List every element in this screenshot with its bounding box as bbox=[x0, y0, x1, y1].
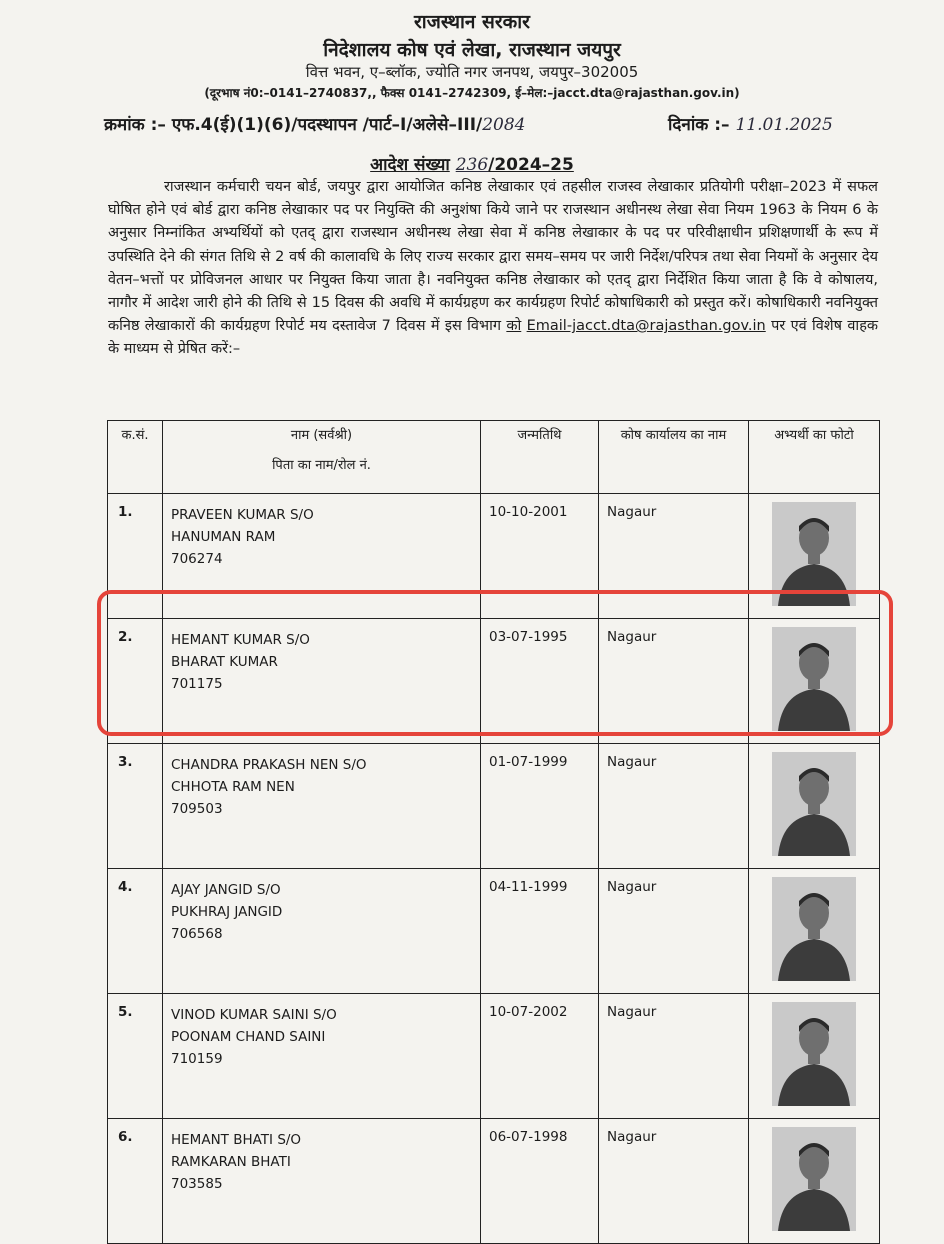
row-photo bbox=[749, 1119, 880, 1244]
row-father: BHARAT KUMAR bbox=[171, 654, 278, 670]
table-row bbox=[108, 744, 880, 869]
date-label: दिनांक :– bbox=[668, 115, 730, 135]
row-roll: 709503 bbox=[171, 801, 223, 817]
reference-handwritten: 2084 bbox=[482, 115, 526, 135]
row-name: VINOD KUMAR SAINI S/O bbox=[171, 1007, 337, 1023]
reference-number bbox=[104, 112, 526, 135]
table-row bbox=[108, 994, 880, 1119]
order-number bbox=[0, 152, 944, 175]
row-dob: 10-10-2001 bbox=[481, 494, 599, 619]
table-row bbox=[108, 1119, 880, 1244]
directorate-title: निदेशालय कोष एवं लेखा, राजस्थान जयपुर bbox=[323, 39, 621, 61]
reference-label: क्रमांक :– एफ.4(ई)(1)(6)/पदस्थापन /पार्ट–I/अलेसे–III/ bbox=[104, 115, 483, 135]
row-father: POONAM CHAND SAINI bbox=[171, 1029, 326, 1045]
row-sn: 6. bbox=[108, 1119, 163, 1244]
row-name: HEMANT BHATI S/O bbox=[171, 1132, 302, 1148]
row-sn: 3. bbox=[108, 744, 163, 869]
candidate-photo bbox=[772, 752, 856, 856]
row-name bbox=[163, 994, 481, 1119]
contact-line: (दूरभाष नं0:–0141–2740837,, फैक्स 0141–2742309, ई–मेल:–jacct.dta@rajasthan.gov.in) bbox=[204, 86, 740, 100]
row-photo bbox=[749, 869, 880, 994]
row-office: Nagaur bbox=[599, 494, 749, 619]
email-link[interactable]: Email-jacct.dta@rajasthan.gov.in bbox=[526, 318, 766, 335]
order-suffix: /2024–25 bbox=[488, 155, 574, 175]
order-label: आदेश संख्या bbox=[370, 155, 450, 175]
person-icon bbox=[772, 877, 856, 981]
row-name bbox=[163, 744, 481, 869]
row-sn: 1. bbox=[108, 494, 163, 619]
row-office: Nagaur bbox=[599, 1119, 749, 1244]
body-tail: पर एवं विशेष वाहक के माध्यम से प्रेषित करें:– bbox=[108, 318, 879, 358]
row-office: Nagaur bbox=[599, 744, 749, 869]
row-name: PRAVEEN KUMAR S/O bbox=[171, 507, 314, 523]
row-roll: 706274 bbox=[171, 551, 223, 567]
row-father: HANUMAN RAM bbox=[171, 529, 276, 545]
row-name: HEMANT KUMAR S/O bbox=[171, 632, 310, 648]
header-office: कोष कार्यालय का नाम bbox=[599, 421, 749, 494]
person-icon bbox=[772, 1002, 856, 1106]
person-icon bbox=[772, 1127, 856, 1231]
row-name: CHANDRA PRAKASH NEN S/O bbox=[171, 757, 367, 773]
header-name-line2: पिता का नाम/रोल नं. bbox=[272, 458, 371, 473]
order-handwritten: 236 bbox=[455, 155, 489, 175]
row-sn: 4. bbox=[108, 869, 163, 994]
row-dob: 10-07-2002 bbox=[481, 994, 599, 1119]
date-handwritten: 11.01.2025 bbox=[735, 115, 833, 135]
row-photo bbox=[749, 744, 880, 869]
candidate-table bbox=[107, 420, 880, 1244]
header-name bbox=[163, 421, 481, 494]
table-header-row bbox=[108, 421, 880, 494]
row-roll: 703585 bbox=[171, 1176, 223, 1192]
row-office: Nagaur bbox=[599, 619, 749, 744]
office-address: वित्त भवन, ए–ब्लॉक, ज्योति नगर जनपथ, जयपुर–302005 bbox=[305, 63, 639, 81]
row-office: Nagaur bbox=[599, 994, 749, 1119]
order-date bbox=[668, 112, 833, 135]
header-name-line1: नाम (सर्वश्री) bbox=[290, 428, 353, 443]
row-dob: 01-07-1999 bbox=[481, 744, 599, 869]
header-photo: अभ्यर्थी का फोटो bbox=[749, 421, 880, 494]
highlight-box bbox=[97, 590, 893, 736]
row-name: AJAY JANGID S/O bbox=[171, 882, 281, 898]
row-dob: 06-07-1998 bbox=[481, 1119, 599, 1244]
row-dob: 03-07-1995 bbox=[481, 619, 599, 744]
candidate-photo bbox=[772, 1002, 856, 1106]
row-dob: 04-11-1999 bbox=[481, 869, 599, 994]
row-name bbox=[163, 1119, 481, 1244]
row-roll: 706568 bbox=[171, 926, 223, 942]
candidate-photo bbox=[772, 877, 856, 981]
row-roll: 701175 bbox=[171, 676, 223, 692]
order-body bbox=[108, 176, 878, 362]
header-dob: जन्मतिथि bbox=[481, 421, 599, 494]
row-photo bbox=[749, 994, 880, 1119]
row-father: RAMKARAN BHATI bbox=[171, 1154, 291, 1170]
row-sn: 2. bbox=[108, 619, 163, 744]
row-name bbox=[163, 869, 481, 994]
govt-title: राजस्थान सरकार bbox=[414, 11, 530, 33]
row-sn: 5. bbox=[108, 994, 163, 1119]
row-father: CHHOTA RAM NEN bbox=[171, 779, 295, 795]
table-row bbox=[108, 869, 880, 994]
person-icon bbox=[772, 752, 856, 856]
body-link-word: को bbox=[506, 318, 522, 335]
header-sn: क.सं. bbox=[108, 421, 163, 494]
candidate-photo bbox=[772, 1127, 856, 1231]
body-text: राजस्थान कर्मचारी चयन बोर्ड, जयपुर द्वारा आयोजित कनिष्ठ लेखाकार एवं तहसील राजस्व लेखाकार प्रतियोगी परीक्षा–2023 में सफल घोषित होने एवं बोर्ड द्वारा कनिष्ठ लेखाकार पद पर नियुक्ति की अनुशंषा किये जाने पर राजस्थान अधीनस्थ लेखा सेवा नियम 1963 के नियम 6 के अनुसार निम्नांकित अभ्यर्थियों को एतद् द्वारा राजस्थान अधीनस्थ लेखा सेवा में कनिष्ठ लेखाकार के पद पर परिवीक्षाधीन प्रशिक्षणार्थी के रूप में उपस्थिति देने की संगत तिथि से 2 वर्ष की कालावधि के लिए राज्य सरकार द्वारा समय–समय पर जारी निर्देश/परिपत्र तथा सेवा नियमों के अनुसार देय वेतन–भत्तों पर प्रोविजनल आधार पर नियुक्त किया जाता है। नवनियुक्त कनिष्ठ लेखाकार को एतद् द्वारा निर्देशित किया जाता है कि वे कोषालय, नागौर में आदेश जारी होने की तिथि से 15 दिवस की अवधि में कार्यग्रहण कर कार्यग्रहण रिपोर्ट कोषाधिकारी को प्रस्तुत करें। कोषाधिकारी नवनियुक्त कनिष्ठ लेखाकारों की कार्यग्रहण रिपोर्ट मय दस्तावेज 7 दिवस में इस विभाग bbox=[108, 179, 878, 335]
row-roll: 710159 bbox=[171, 1051, 223, 1067]
row-father: PUKHRAJ JANGID bbox=[171, 904, 283, 920]
row-office: Nagaur bbox=[599, 869, 749, 994]
